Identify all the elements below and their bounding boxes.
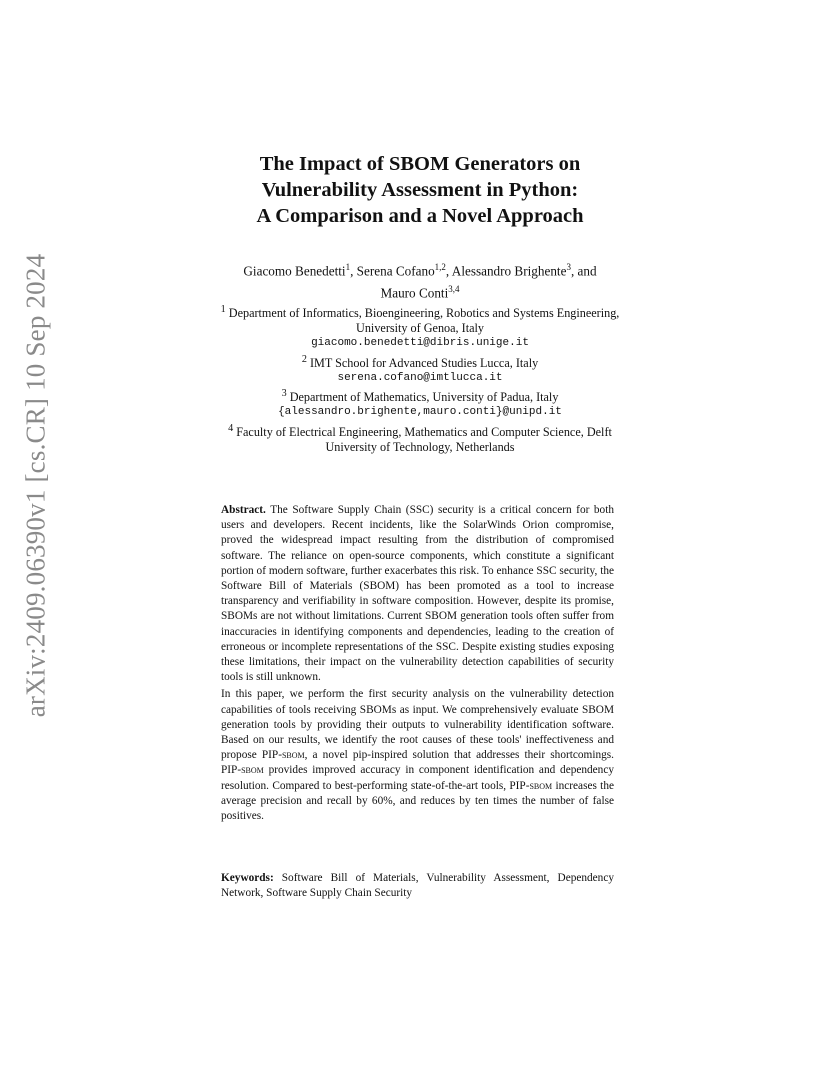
title-line: Vulnerability Assessment in Python: [261, 179, 579, 201]
tool-name-smallcaps: sbom [241, 764, 264, 777]
affiliation-marker: 3 [281, 388, 287, 400]
author-email[interactable]: {alessandro.brighente,mauro.conti}@unipd.it [278, 406, 562, 419]
affiliation-text: Department of Informatics, Bioengineering, Robotics and Systems Engineering, [228, 306, 620, 321]
affiliation-text: Department of Mathematics, University of Padua, Italy [289, 390, 559, 405]
affiliation-text: IMT School for Advanced Studies Lucca, Italy [309, 355, 539, 370]
author-name: Giacomo Benedetti [243, 263, 346, 279]
affiliation-line [160, 421, 680, 440]
abstract-text: , a novel pip-inspired solution that addresses their shortcomings. PIP- [221, 749, 614, 777]
affiliation-line [160, 352, 680, 371]
author-conjunction: and [577, 263, 597, 279]
abstract-paragraph [221, 687, 614, 824]
affiliation-line [160, 386, 680, 405]
arxiv-identifier-text: arXiv:2409.06390v1 [cs.CR] 10 Sep 2024 [20, 253, 51, 717]
keywords-text: Software Bill of Materials, Vulnerability Assessment, Dependency Network, Software Supply Chain Security [221, 872, 614, 900]
arxiv-identifier-stamp [16, 253, 56, 717]
author-list: Giacomo Benedetti$^1$, Serena Cofano$^{1,2}$, Alessandro Brighente$^3$, and Mauro Conti$^{3,4}$ [243, 262, 597, 301]
affiliation-line: University of Technology, Netherlands [325, 439, 515, 454]
author-affiliation-marker: 3,4 [448, 284, 460, 295]
abstract [221, 503, 614, 824]
author-name: Mauro Conti [380, 285, 449, 301]
title-line: The Impact of SBOM Generators on [259, 153, 581, 175]
affiliation-list [160, 302, 680, 455]
keywords [221, 871, 614, 901]
affiliation-marker: 4 [228, 422, 234, 434]
keywords-label: Keywords: [221, 872, 274, 884]
author-affiliation-marker: 3 [566, 262, 571, 272]
paper-title [150, 151, 690, 229]
author-name: Serena Cofano [356, 263, 435, 279]
author-email[interactable]: serena.cofano@imtlucca.it [337, 371, 503, 384]
author-affiliation-marker: 1,2 [434, 262, 446, 272]
abstract-text: In this paper, we perform the first security analysis on the vulnerability detection capabilities of tools receiving SBOMs as input. We comprehensively evaluate SBOM generation tools by providing their outputs to vulnerability identification software. Based on our results, we identify the root causes of these tools' ineffectiveness and propose PIP- [221, 688, 614, 762]
affiliation-line [160, 302, 680, 321]
title-line: A Comparison and a Novel Approach [256, 205, 584, 227]
author-affiliation-marker: 1 [345, 262, 351, 272]
abstract-text: provides improved accuracy in component identification and dependency resolution. Compared to best-performing state-of-the-art tools, PIP- [221, 764, 614, 792]
tool-name-smallcaps: sbom [281, 749, 305, 762]
affiliation-text: Faculty of Electrical Engineering, Mathematics and Computer Science, Delft [236, 424, 612, 439]
abstract-label: Abstract. [221, 504, 266, 516]
abstract-text: The Software Supply Chain (SSC) security is a critical concern for both users and developers. Recent incidents, like the SolarWinds Orion compromise, proved the widespread impact resulting from the distribution of compromised software. The reliance on open-source components, which constitute a significant portion of modern software, further exacerbates this risk. To enhance SSC security, the Software Bill of Materials (SBOM) has been promoted as a tool to increase transparency and verifiability in software composition. However, despite its promise, SBOMs are not without limitations. Current SBOM generation tools often suffer from inaccuracies in identifying components and dependencies, leading to the creation of erroneous or incomplete representations of the SSC. Despite existing studies exposing these limitations, their impact on the vulnerability detection capabilities of security tools is still unknown. [221, 504, 614, 684]
author-name: Alessandro Brighente [451, 263, 567, 279]
affiliation-marker: 2 [301, 353, 307, 365]
abstract-paragraph [221, 503, 614, 685]
abstract-text: increases the average precision and recall by 60%, and reduces by ten times the number of false positives. [221, 779, 614, 823]
tool-name-smallcaps: sbom [529, 779, 553, 792]
affiliation-line: University of Genoa, Italy [356, 321, 484, 336]
affiliation-marker: 1 [220, 304, 226, 315]
author-email[interactable]: giacomo.benedetti@dibris.unige.it [311, 337, 529, 350]
